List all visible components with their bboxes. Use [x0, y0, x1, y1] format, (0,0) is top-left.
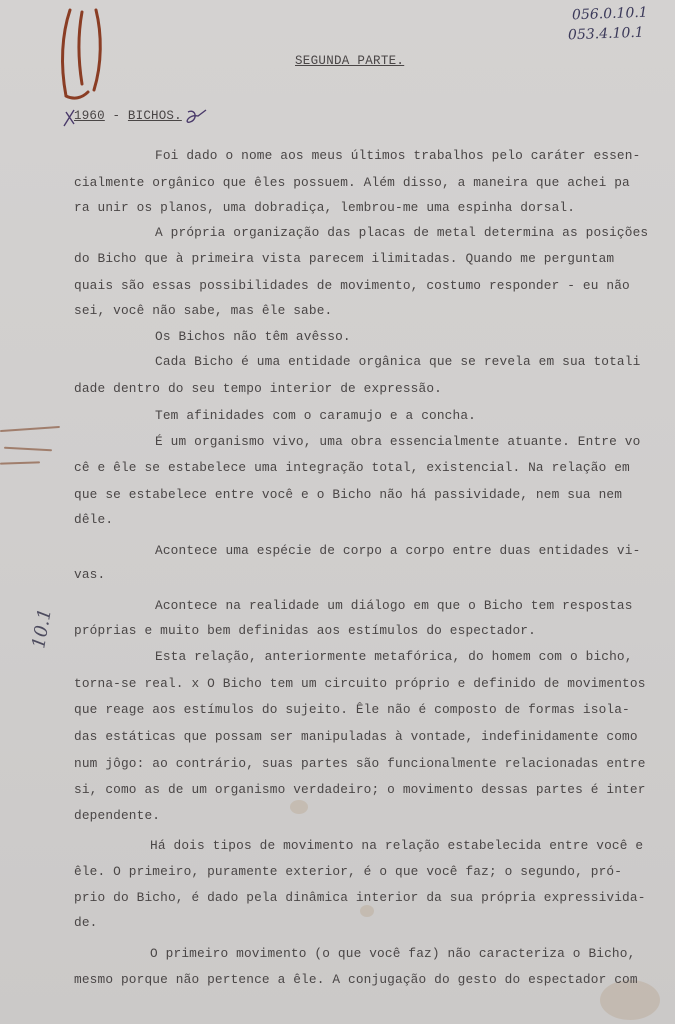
text-line: sei, você não sabe, mas êle sabe.	[74, 303, 333, 318]
text-line: A própria organização das placas de metal determina as posições	[155, 225, 649, 240]
text-line: cê e êle se estabelece uma integração total, existencial. Na relação em	[74, 460, 630, 475]
text-line: próprias e muito bem definidas aos estímulos do espectador.	[74, 623, 536, 638]
text-line: do Bicho que à primeira vista parecem ilimitadas. Quando me perguntam	[74, 251, 615, 266]
text-line: Os Bichos não têm avêsso.	[155, 329, 351, 344]
text-line: Tem afinidades com o caramujo e a concha.	[155, 408, 477, 423]
text-line: É um organismo vivo, uma obra essencialmente atuante. Entre vo	[155, 434, 641, 449]
text-line: Foi dado o nome aos meus últimos trabalhos pelo caráter essen-	[155, 148, 641, 163]
archive-ref-number: 056.0.10.1	[571, 4, 648, 24]
text-line: êle. O primeiro, puramente exterior, é o que você faz; o segundo, pró-	[74, 864, 623, 879]
archive-ref-number: 053.4.10.1	[567, 24, 644, 44]
text-line: Cada Bicho é uma entidade orgânica que se revela em sua totali	[155, 354, 641, 369]
text-line: mesmo porque não pertence a êle. A conjugação do gesto do espectador com	[74, 972, 638, 987]
text-line: que se estabelece entre você e o Bicho não há passividade, nem sua nem	[74, 487, 623, 502]
text-line: dade dentro do seu tempo interior de expressão.	[74, 381, 442, 396]
text-line: Há dois tipos de movimento na relação estabelecida entre você e	[150, 838, 644, 853]
text-line: vas.	[74, 567, 106, 582]
text-line: Acontece na realidade um diálogo em que o Bicho tem respostas	[155, 598, 633, 613]
paper-stain	[290, 800, 308, 814]
text-line: si, como as de um organismo verdadeiro; o movimento dessas partes é inter	[74, 782, 646, 797]
paper-stain	[360, 905, 374, 917]
page-title: SEGUNDA PARTE.	[295, 54, 405, 68]
text-line: dêle.	[74, 512, 114, 527]
text-line: cialmente orgânico que êles possuem. Além disso, a maneira que achei pa	[74, 175, 630, 190]
text-line: O primeiro movimento (o que você faz) não caracteriza o Bicho,	[150, 946, 636, 961]
margin-number: 10.1	[28, 606, 56, 651]
handwritten-check-mark	[60, 104, 220, 130]
text-line: ra unir os planos, uma dobradiça, lembrou-me uma espinha dorsal.	[74, 200, 576, 215]
rust-streak	[0, 461, 40, 464]
rust-streak	[4, 447, 52, 452]
text-line: quais são essas possibilidades de movimento, costumo responder - eu não	[74, 278, 630, 293]
text-line: Esta relação, anteriormente metafórica, do homem com o bicho,	[155, 649, 633, 664]
text-line: das estáticas que possam ser manipuladas à vontade, indefinidamente como	[74, 729, 638, 744]
handwritten-bracket-mark	[52, 4, 112, 104]
text-line: de.	[74, 915, 98, 930]
text-line: torna-se real. x O Bicho tem um circuito próprio e definido de movimentos	[74, 676, 646, 691]
rust-streak	[0, 426, 60, 432]
text-line: prio do Bicho, é dado pela dinâmica interior da sua própria expressivida-	[74, 890, 646, 905]
text-line: que reage aos estímulos do sujeito. Êle não é composto de formas isola-	[74, 702, 630, 717]
heading-year: 1960	[74, 109, 105, 123]
heading-label: BICHOS.	[127, 109, 182, 123]
text-line: Acontece uma espécie de corpo a corpo entre duas entidades vi-	[155, 543, 641, 558]
text-line: num jôgo: ao contrário, suas partes são funcionalmente relacionadas entre	[74, 756, 646, 771]
heading-dash: -	[112, 109, 121, 123]
text-line: dependente.	[74, 808, 161, 823]
